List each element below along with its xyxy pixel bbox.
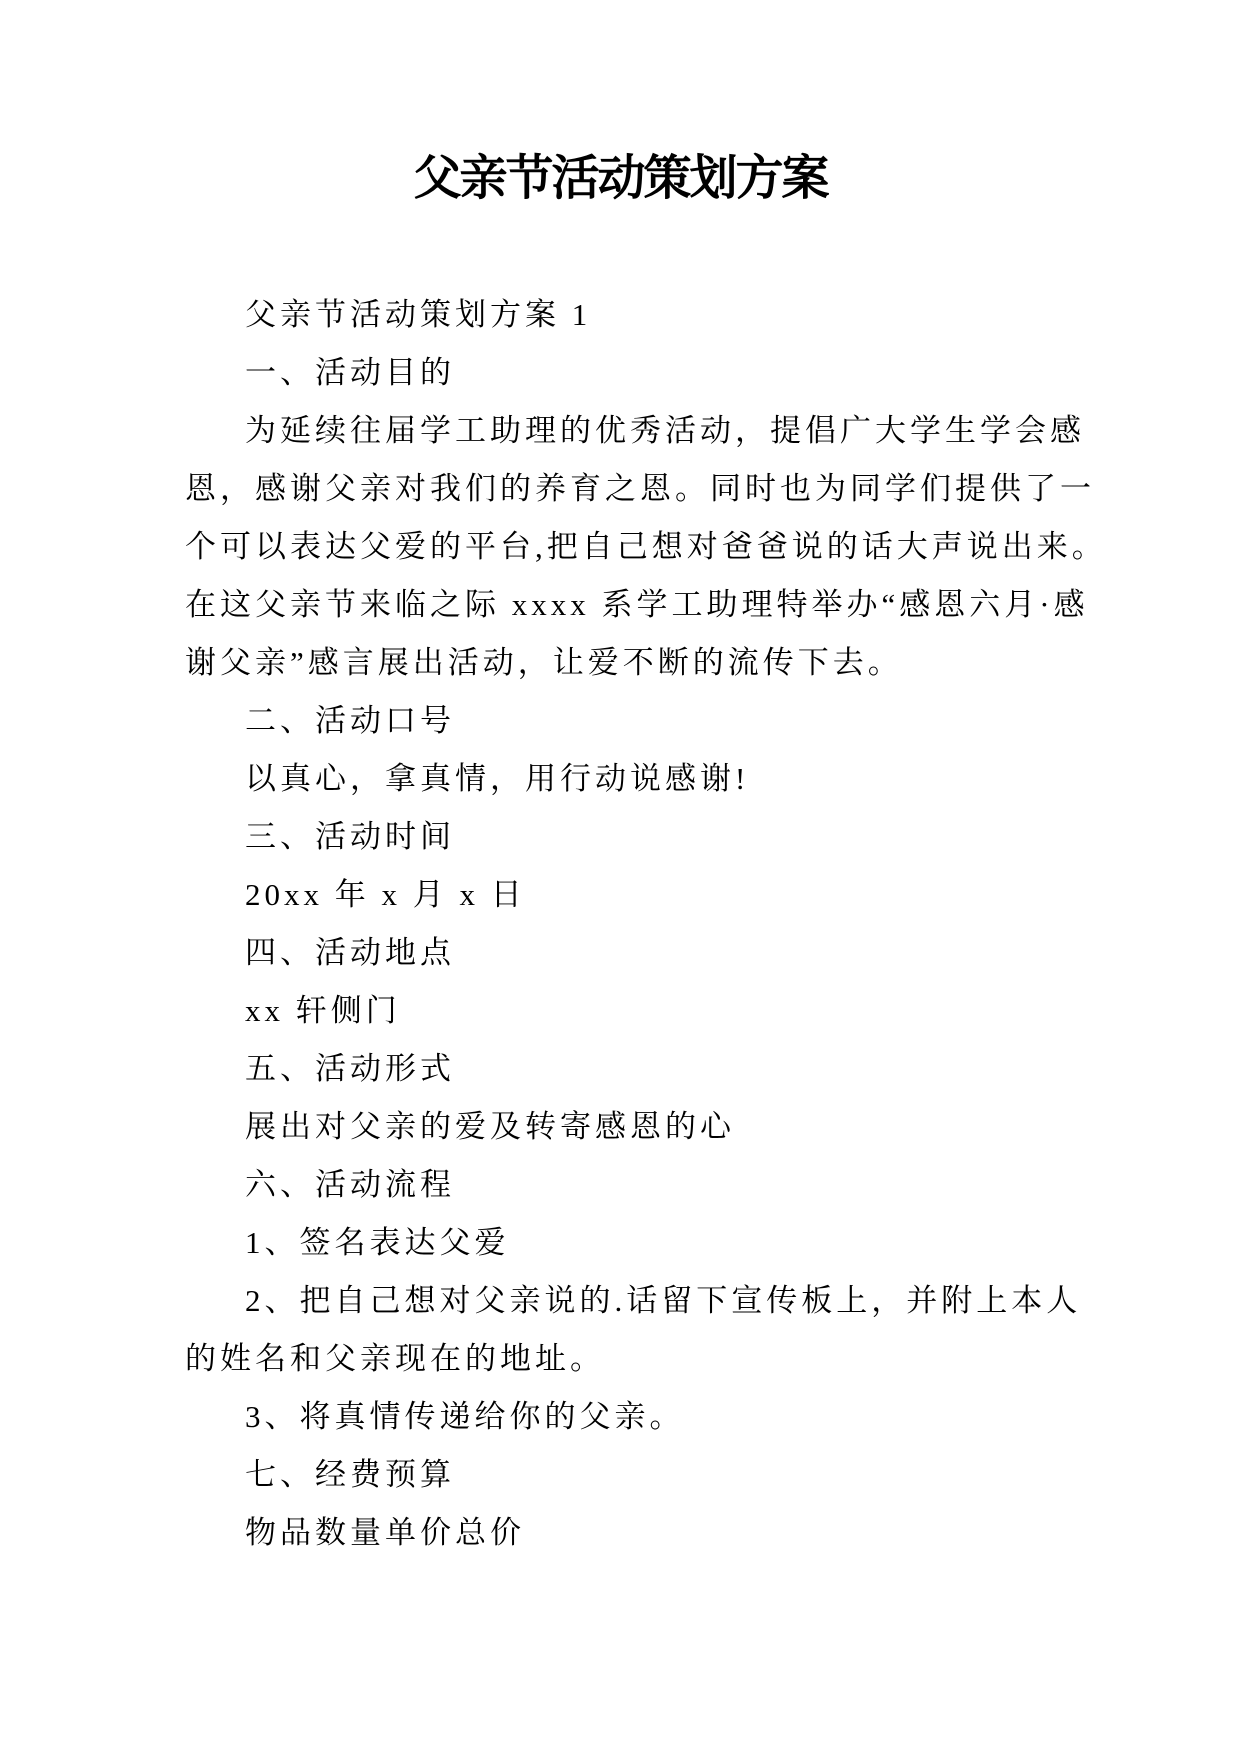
text-line: 2、把自己想对父亲说的.话留下宣传板上，并附上本人 (245, 1283, 1082, 1318)
text-line: 五、活动形式 (245, 1051, 455, 1086)
text-line: 个可以表达父爱的平台,把自己想对爸爸说的话大声说出来。 (185, 529, 1107, 564)
text-line: 恩，感谢父亲对我们的养育之恩。同时也为同学们提供了一 (185, 471, 1095, 506)
document-title: 父亲节活动策划方案 (413, 152, 828, 205)
document-body (185, 286, 1107, 1562)
text-line: 父亲节活动策划方案 1 (245, 297, 592, 332)
text-line: 七、经费预算 (245, 1457, 455, 1492)
text-line: 六、活动流程 (245, 1167, 455, 1202)
text-line: 3、将真情传递给你的父亲。 (245, 1399, 685, 1434)
text-line: 1、签名表达父爱 (245, 1225, 510, 1260)
text-line: 二、活动口号 (245, 703, 455, 738)
text-line: 物品数量单价总价 (245, 1515, 525, 1550)
text-line: 以真心，拿真情，用行动说感谢! (245, 761, 750, 796)
text-line: 为延续往届学工助理的优秀活动，提倡广大学生学会感 (245, 413, 1085, 448)
text-line: 三、活动时间 (245, 819, 455, 854)
text-line: 20xx 年 x 月 x 日 (245, 877, 526, 912)
text-line: 四、活动地点 (245, 935, 455, 970)
text-line: 的姓名和父亲现在的地址。 (185, 1341, 605, 1376)
text-line: 一、活动目的 (245, 355, 455, 390)
text-line: 谢父亲”感言展出活动，让爱不断的流传下去。 (185, 645, 903, 680)
text-line: 展出对父亲的爱及转寄感恩的心 (245, 1109, 735, 1144)
text-line: 在这父亲节来临之际 xxxx 系学工助理特举办“感恩六月·感 (185, 587, 1089, 622)
text-line: xx 轩侧门 (245, 993, 401, 1028)
